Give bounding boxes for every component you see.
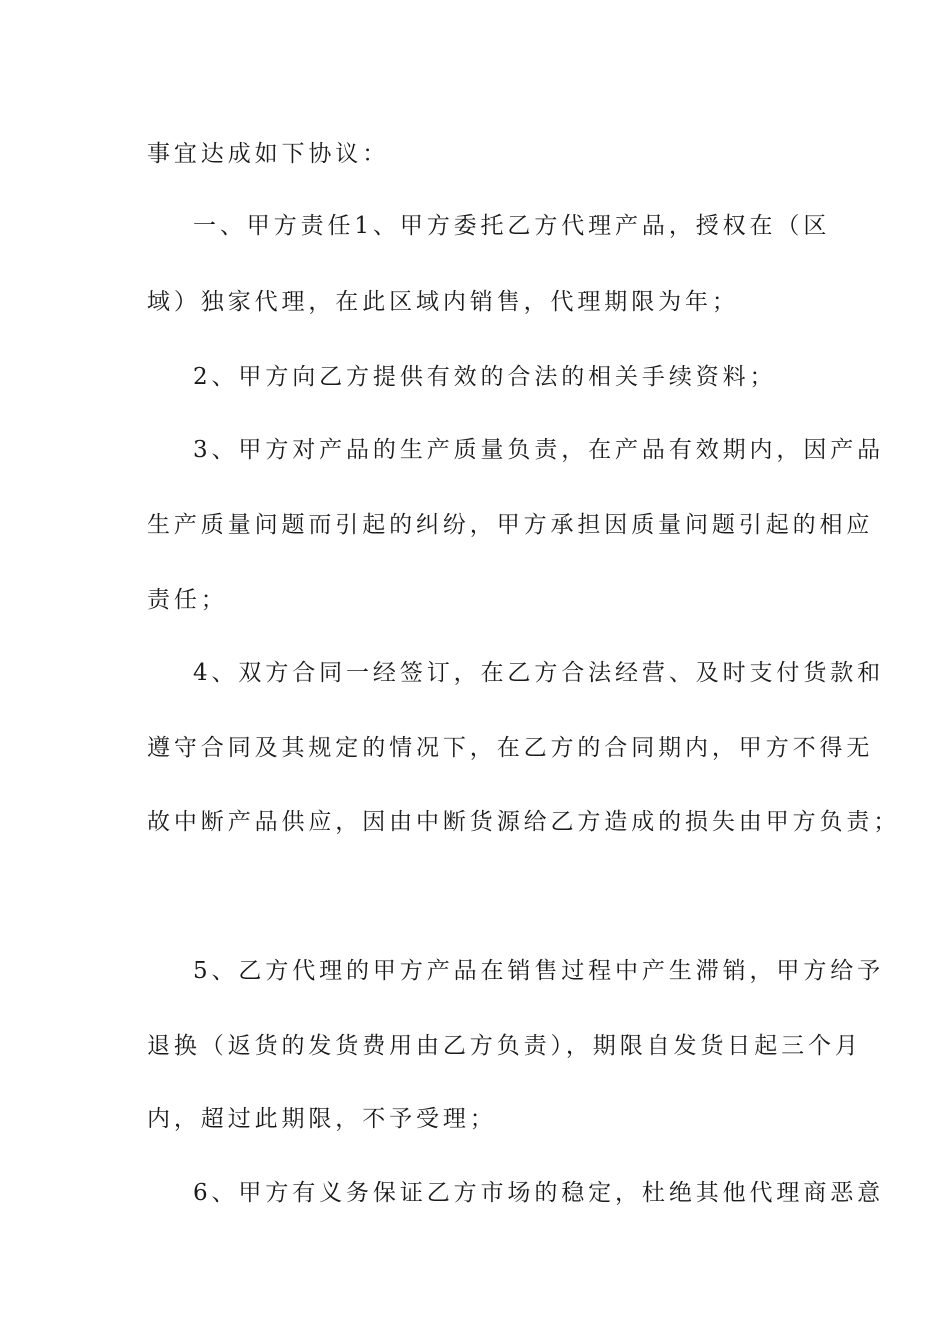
text-line: 一、甲方责任1、甲方委托乙方代理产品，授权在（区 bbox=[193, 213, 831, 239]
text-line: 域）独家代理，在此区域内销售，代理期限为年； bbox=[147, 289, 739, 315]
text-line: 故中断产品供应，因由中断货源给乙方造成的损失由甲方负责； bbox=[147, 809, 901, 835]
text-line: 2、甲方向乙方提供有效的合法的相关手续资料； bbox=[193, 364, 777, 390]
text-line: 4、双方合同一经签订，在乙方合法经营、及时支付货款和 bbox=[193, 660, 885, 686]
text-line: 责任； bbox=[147, 587, 228, 613]
text-line: 遵守合同及其规定的情况下，在乙方的合同期内，甲方不得无 bbox=[147, 735, 874, 761]
text-line: 3、甲方对产品的生产质量负责，在产品有效期内，因产品 bbox=[193, 437, 885, 463]
text-line: 6、甲方有义务保证乙方市场的稳定，杜绝其他代理商恶意 bbox=[193, 1180, 885, 1206]
text-line: 内，超过此期限，不予受理； bbox=[147, 1106, 497, 1132]
text-line: 5、乙方代理的甲方产品在销售过程中产生滞销，甲方给予 bbox=[193, 958, 885, 984]
text-line: 退换（返货的发货费用由乙方负责），期限自发货日起三个月 bbox=[147, 1033, 862, 1059]
text-line: 生产质量问题而引起的纠纷，甲方承担因质量问题引起的相应 bbox=[147, 512, 874, 538]
text-line: 事宜达成如下协议： bbox=[147, 141, 390, 167]
